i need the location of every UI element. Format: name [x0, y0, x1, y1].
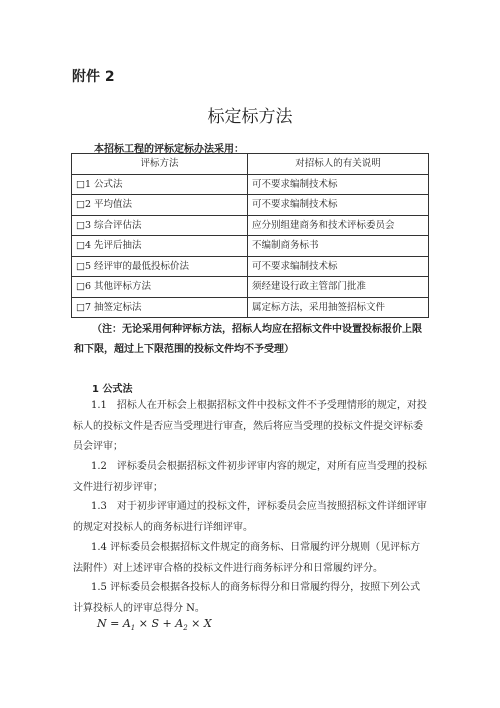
paragraph-line: 的规定对投标人的商务标进行详细评审。 [73, 521, 253, 533]
table-header-row [72, 154, 429, 175]
formula-a1-sub: 1 [130, 624, 136, 633]
paragraph-line: 文件进行初步评审； [73, 481, 163, 493]
score-formula: $N = A_1 \times S + A_2 \times X$ [97, 617, 212, 633]
paragraph-line: 计算投标人的评审总得分 N。 [73, 602, 205, 614]
notes-cell: 须经建设行政主管部门批准 [248, 277, 429, 298]
paragraph-line: 1.5 评标委员会根据各投标人的商务标得分和日常履约得分，按照下列公式 [91, 582, 421, 593]
table-row [72, 236, 429, 257]
formula-a2-sub: 2 [183, 624, 188, 633]
paragraph-line: 法附件）对上述评审合格的投标文件进行商务标评分和日常履约评分。 [73, 562, 383, 574]
table-row [72, 277, 429, 298]
method-cell: □5 经评审的最低投标价法 [72, 256, 248, 277]
method-cell: □1 公式法 [72, 174, 248, 195]
note-line: （注：无论采用何种评标方法，招标人均应在招标文件中设置投标报价上限 [92, 324, 422, 335]
paragraph-line: 1.3 对于初步评审通过的投标文件，评标委员会应当按照招标文件详细评审 [91, 501, 427, 512]
paragraph-line: 1.1 招标人在开标会上根据招标文件中投标文件不予受理情形的规定，对投 [91, 400, 427, 411]
formula-lhs: N [97, 617, 107, 630]
formula-x: X [203, 617, 212, 630]
column-header-notes: 对招标人的有关说明 [248, 154, 429, 175]
section-heading: 1 公式法 [92, 384, 133, 395]
paragraph-line: 员会评审； [73, 441, 123, 452]
table-note [74, 320, 434, 360]
notes-cell: 可不要求编制技术标 [248, 174, 429, 195]
notes-cell: 不编制商务标书 [248, 236, 429, 257]
notes-cell: 可不要求编制技术标 [248, 256, 429, 277]
method-cell: □2 平均值法 [72, 195, 248, 216]
table-row [72, 174, 429, 195]
notes-cell: 可不要求编制技术标 [248, 195, 429, 216]
paragraph-line: 1.4 评标委员会根据招标文件规定的商务标、日常履约评分规则（见评标方 [91, 542, 421, 553]
paragraph-line: 1.2 评标委员会根据招标文件初步评审内容的规定，对所有应当受理的投标 [91, 461, 427, 472]
attachment-label: 附件 2 [72, 69, 115, 85]
note-line: 和下限，超过上下限范围的投标文件均不予受理） [74, 344, 294, 355]
table-row [72, 297, 429, 318]
paragraph-line: 标人的投标文件是否应当受理进行审查，然后将应当受理的投标文件提交评标委 [73, 420, 423, 432]
formula-a2: A [175, 617, 184, 630]
paragraph-1-4 [73, 538, 433, 579]
column-header-method: 评标方法 [72, 154, 248, 175]
notes-cell: 应分别组建商务和技术评标委员会 [248, 215, 429, 236]
table-row [72, 215, 429, 236]
paragraph-1-1 [73, 396, 433, 458]
table-row [72, 256, 429, 277]
notes-cell: 属定标方法，采用抽签招标文件 [248, 297, 429, 318]
page-title: 标定标方法 [207, 107, 293, 127]
paragraph-1-5 [73, 578, 433, 619]
method-cell: □7 抽签定标法 [72, 297, 248, 318]
paragraph-1-3 [73, 497, 433, 538]
paragraph-1-2 [73, 457, 433, 498]
method-cell: □6 其他评标方法 [72, 277, 248, 298]
evaluation-methods-table [71, 153, 429, 318]
formula-s: S [151, 617, 160, 630]
method-cell: □4 先评后抽法 [72, 236, 248, 257]
table-row [72, 195, 429, 216]
intro-text: 本招标工程的评标定标办法采用： [94, 144, 244, 155]
formula-a1: A [122, 617, 131, 630]
method-cell: □3 综合评估法 [72, 215, 248, 236]
